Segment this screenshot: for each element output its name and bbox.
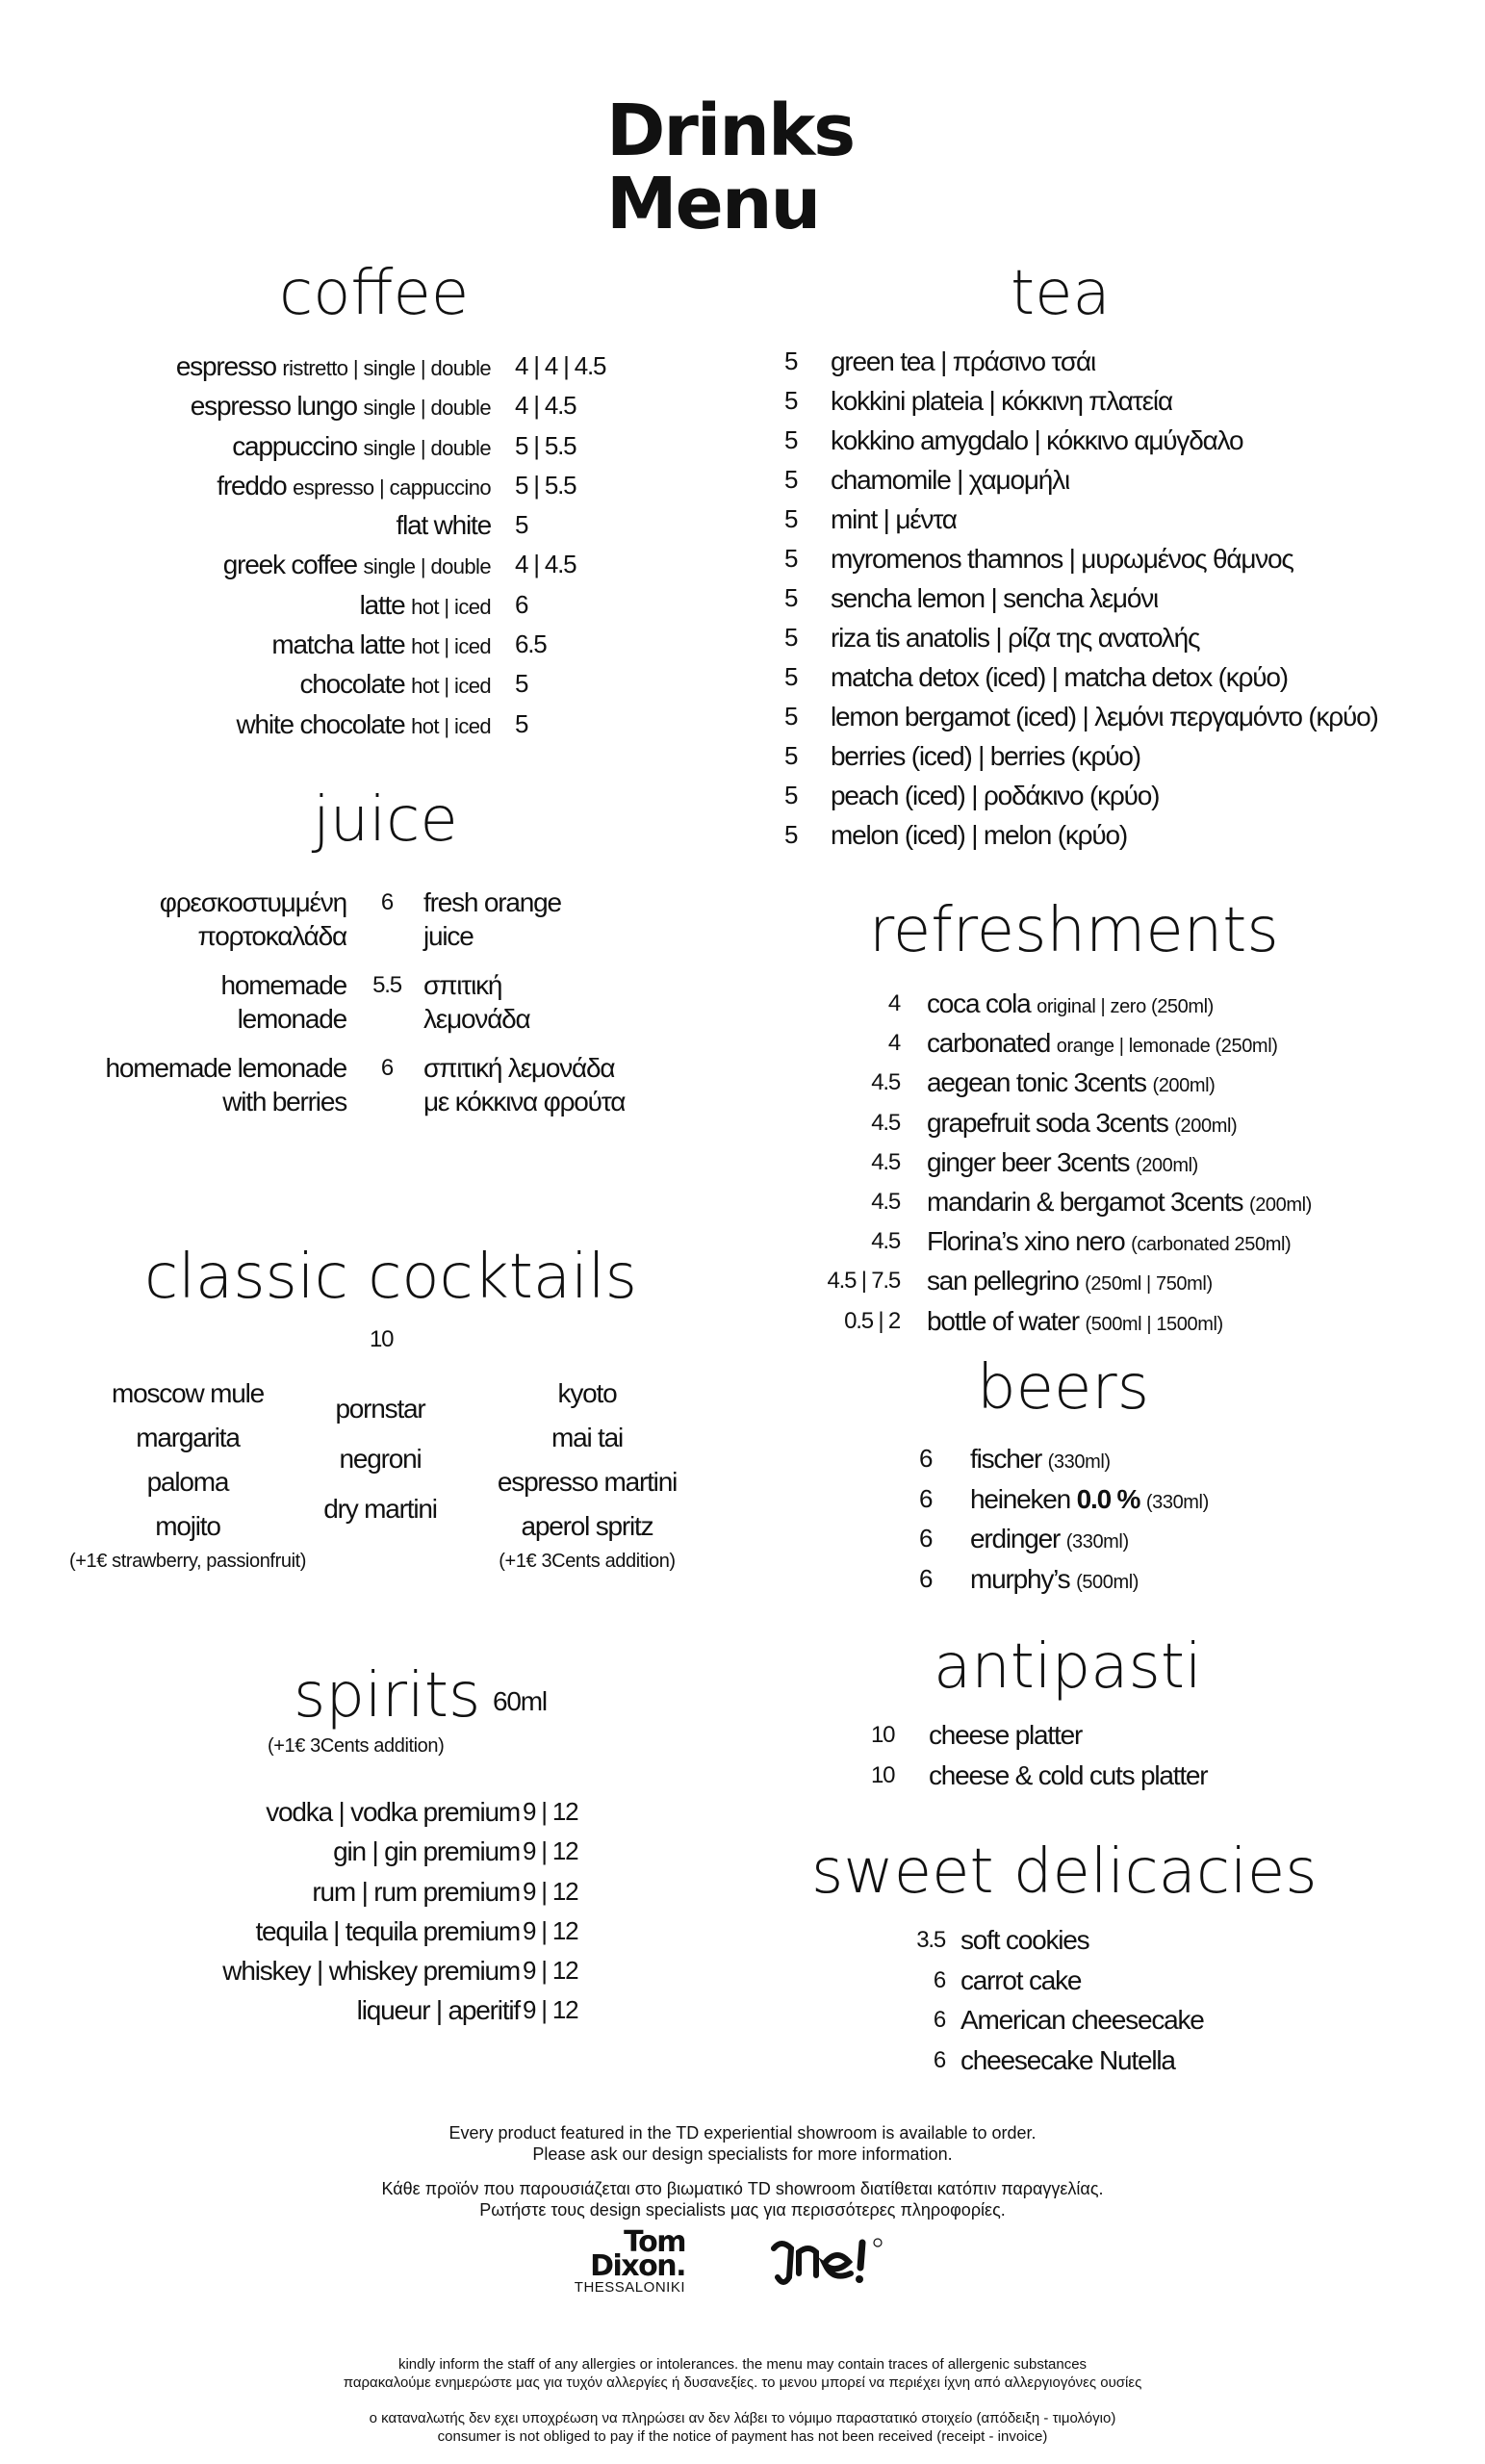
refreshment-item-name: coca cola — [927, 988, 1031, 1018]
beer-item — [919, 1439, 1400, 1479]
coffee-item-label — [176, 346, 491, 388]
juice-item — [38, 968, 712, 1051]
refreshment-item-name: ginger beer 3cents — [927, 1146, 1130, 1177]
juice-item-name-right: fresh orange juice — [423, 887, 561, 951]
tea-item-name: berries (iced) | berries (κρύο) — [831, 741, 1140, 771]
tea-item-price: 5 — [784, 662, 798, 691]
notice-gr-2: Ρωτήστε τους design specialists μας για περισσότερες πληροφορίες. — [479, 2200, 1006, 2220]
spirit-item — [38, 1990, 664, 2030]
tea-item — [775, 460, 1468, 500]
spirit-item-price: 9 | 12 — [523, 1836, 578, 1866]
cocktail-item: margarita — [136, 1423, 240, 1452]
refreshment-item — [770, 1023, 1463, 1063]
cocktails-heading: classic cocktails — [144, 1242, 637, 1313]
coffee-item-name: flat white — [396, 510, 491, 541]
tea-item — [775, 697, 1468, 736]
refreshment-item-price: 4.5 — [871, 1109, 900, 1136]
refreshment-item-name: aegean tonic 3cents — [927, 1067, 1146, 1098]
refreshment-item-name: bottle of water — [927, 1305, 1079, 1336]
juice-item-name-right: σπιτική λεμονάδα — [423, 970, 530, 1034]
title-line-2: Menu — [606, 163, 820, 245]
ane-logo — [770, 2235, 905, 2294]
refreshment-item-size: (500ml | 1500ml) — [1085, 1313, 1223, 1335]
spirits-size: 60ml — [493, 1686, 547, 1716]
tea-item-price: 5 — [784, 623, 798, 652]
cocktail-item: aperol spritz — [521, 1511, 653, 1541]
sweet-item — [895, 1961, 1472, 2001]
cocktails-col-3 — [462, 1372, 712, 1573]
antipasti-item-price: 10 — [871, 1761, 895, 1788]
coffee-item — [38, 346, 664, 386]
tea-item-price: 5 — [784, 781, 798, 809]
cocktail-item: mai tai — [550, 1423, 624, 1452]
refreshment-item-price: 4.5 | 7.5 — [827, 1268, 900, 1295]
tea-item-name: riza tis anatolis | ρίζα της ανατολής — [831, 623, 1200, 653]
coffee-item — [38, 426, 664, 466]
antipasti-item-name: cheese & cold cuts platter — [929, 1759, 1208, 1790]
spirit-item-name: rum | rum premium — [312, 1876, 520, 1907]
spirit-item-price: 9 | 12 — [523, 1915, 578, 1945]
coffee-item-name: latte — [359, 589, 405, 620]
sweet-item-price: 6 — [933, 2046, 945, 2073]
coffee-item-label — [360, 585, 491, 627]
refreshment-item-label — [927, 1301, 1223, 1345]
refreshment-item — [770, 1301, 1463, 1341]
coffee-item — [38, 545, 664, 584]
refreshment-item-name: Florina’s xino nero — [927, 1226, 1125, 1257]
juice-item-price: 5.5 — [372, 972, 401, 998]
tea-item-name: kokkino amygdalo | κόκκινο αμύγδαλο — [831, 425, 1243, 455]
cocktail-item: negroni — [339, 1444, 422, 1474]
tea-item — [775, 776, 1468, 815]
antipasti-item — [871, 1715, 1448, 1756]
tea-item — [775, 736, 1468, 776]
refreshment-item-label — [927, 1103, 1237, 1146]
beers-list — [919, 1439, 1400, 1599]
beer-item-name: erdinger — [970, 1524, 1061, 1553]
tea-item — [775, 657, 1468, 697]
sweet-item-name: soft cookies — [960, 1925, 1089, 1955]
tea-item — [775, 500, 1468, 539]
tea-item — [775, 381, 1468, 421]
tea-item-price: 5 — [784, 583, 798, 612]
beer-item-size: (330ml) — [1047, 1451, 1111, 1473]
spirit-item-price: 9 | 12 — [523, 1956, 578, 1986]
coffee-item-label — [299, 664, 491, 706]
juice-item-name-left: homemade lemonade with berries — [105, 1053, 346, 1116]
refreshment-item-size: (carbonated 250ml) — [1131, 1234, 1292, 1256]
coffee-item-options: single | double — [363, 554, 491, 579]
coffee-item — [38, 664, 664, 704]
sweet-item — [895, 2000, 1472, 2040]
refreshments-list — [770, 984, 1463, 1341]
cocktail-item: mojito — [155, 1511, 220, 1541]
tea-item-name: myromenos thamnos | μυρωμένος θάμνος — [831, 544, 1293, 574]
coffee-item-price: 5 — [515, 669, 528, 699]
beer-item-name: fischer — [970, 1444, 1042, 1474]
refreshment-item-price: 4.5 — [871, 1188, 900, 1215]
refreshment-item — [770, 1103, 1463, 1142]
refreshment-item — [770, 1261, 1463, 1300]
coffee-item-price: 5 — [515, 510, 528, 540]
tea-item-price: 5 — [784, 702, 798, 731]
coffee-item-price: 6 — [515, 589, 528, 619]
coffee-item-name: white chocolate — [236, 708, 405, 739]
tea-item-name: kokkini plateia | κόκκινη πλατεία — [831, 386, 1172, 416]
coffee-item-name: cappuccino — [232, 430, 357, 461]
beer-item-name: murphy’s — [970, 1563, 1070, 1594]
refreshment-item-label — [927, 1142, 1198, 1186]
tea-item-name: sencha lemon | sencha λεμόνι — [831, 583, 1159, 613]
cocktail-item: pornstar — [335, 1394, 425, 1424]
tea-item-price: 5 — [784, 386, 798, 415]
coffee-item-options: hot | iced — [411, 674, 491, 699]
refreshment-item-size: (200ml) — [1152, 1075, 1216, 1097]
tea-item-price: 5 — [784, 465, 798, 494]
antipasti-item-name: cheese platter — [929, 1720, 1083, 1750]
coffee-item-options: single | double — [363, 435, 491, 460]
sweet-item — [895, 1920, 1472, 1961]
coffee-item-name: greek coffee — [222, 550, 357, 580]
coffee-item-options: ristretto | single | double — [282, 356, 491, 380]
logo-dixon: Dixon. — [590, 2248, 685, 2283]
coffee-item-options: espresso | cappuccino — [293, 475, 491, 500]
cocktail-item: espresso martini — [497, 1467, 678, 1497]
juice-item — [38, 1051, 712, 1134]
cocktail-item: kyoto — [557, 1378, 617, 1408]
footer-legal — [0, 2355, 1485, 2446]
tea-item-name: peach (iced) | ροδάκινο (κρύο) — [831, 781, 1160, 810]
coffee-heading: coffee — [279, 258, 470, 329]
spirit-item-name: whiskey | whiskey premium — [222, 1956, 520, 1987]
beer-item-label — [970, 1479, 1209, 1524]
title-line-1: Drinks — [606, 90, 855, 172]
refreshment-item-label — [927, 1023, 1278, 1066]
coffee-item — [38, 386, 664, 425]
tea-item — [775, 815, 1468, 855]
tea-item-name: mint | μέντα — [831, 504, 957, 534]
beers-heading: beers — [977, 1352, 1150, 1424]
spirit-item-price: 9 | 12 — [523, 1797, 578, 1826]
beer-item-label — [970, 1519, 1129, 1563]
coffee-item — [38, 705, 664, 744]
coffee-item-label — [191, 386, 491, 427]
spirits-list — [38, 1792, 664, 2031]
antipasti-list — [871, 1715, 1448, 1795]
footer-notice — [0, 2122, 1485, 2220]
beer-item-price: 6 — [919, 1563, 933, 1593]
legal-en: consumer is not obliged to pay if the notice of payment has not been received (receipt - invoice) — [437, 2428, 1048, 2445]
coffee-item-price: 4 | 4 | 4.5 — [515, 351, 606, 380]
notice-en-1: Every product featured in the TD experiential showroom is available to order. — [448, 2123, 1037, 2143]
tea-item-price: 5 — [784, 504, 798, 533]
coffee-item-price: 5 — [515, 708, 528, 738]
tea-item-name: green tea | πράσινο τσάι — [831, 346, 1095, 376]
cocktail-item: moscow mule — [112, 1378, 264, 1408]
refreshment-item-label — [927, 1221, 1291, 1265]
coffee-item-options: hot | iced — [411, 594, 491, 619]
refreshment-item-size: (200ml) — [1135, 1154, 1198, 1176]
notice-en-2: Please ask our design specialists for more information. — [532, 2144, 953, 2164]
coffee-item-name: espresso — [175, 351, 276, 381]
beer-item — [919, 1479, 1400, 1520]
tea-item — [775, 342, 1468, 381]
coffee-item-label — [271, 625, 491, 666]
coffee-item-label — [237, 705, 492, 746]
sweet-item-name: cheesecake Nutella — [960, 2044, 1175, 2075]
beer-item-size: (330ml) — [1065, 1531, 1129, 1553]
tea-item-price: 5 — [784, 741, 798, 770]
refreshment-item-name: carbonated — [927, 1028, 1051, 1059]
sweet-item-name: American cheesecake — [960, 2005, 1204, 2035]
refreshment-item-label — [927, 1261, 1213, 1304]
coffee-item-options: hot | iced — [411, 634, 491, 659]
coffee-item — [38, 505, 664, 545]
cocktails-col-1-note: (+1€ strawberry, passionfruit) — [68, 1551, 307, 1572]
spirit-item — [38, 1832, 664, 1871]
beer-item-size: (330ml) — [1145, 1491, 1209, 1513]
refreshment-item-name: san pellegrino — [927, 1266, 1079, 1296]
coffee-item-label — [232, 426, 491, 468]
juice-item-name-right: σπιτική λεμονάδα με κόκκινα φρούτα — [423, 1053, 626, 1116]
coffee-item-price: 4 | 4.5 — [515, 550, 576, 579]
beer-item-label — [970, 1439, 1111, 1483]
coffee-item-label — [223, 545, 491, 586]
spirit-item-price: 9 | 12 — [523, 1876, 578, 1906]
tea-item — [775, 578, 1468, 618]
sweet-item-price: 6 — [933, 1966, 945, 1993]
legal-gr: ο καταναλωτής δεν εχει υποχρέωση να πληρώσει αν δεν λάβει το νόμιμο παραστατικό στοιχείο (απόδειξη - τιμολόγιο) — [369, 2410, 1116, 2426]
coffee-item — [38, 585, 664, 625]
refreshment-item — [770, 984, 1463, 1023]
tea-item — [775, 539, 1468, 578]
spirit-item-name: gin | gin premium — [333, 1836, 520, 1867]
cocktail-item: dry martini — [323, 1494, 437, 1524]
refreshment-item-size: orange | lemonade (250ml) — [1056, 1036, 1278, 1058]
antipasti-heading: antipasti — [934, 1631, 1202, 1703]
refreshment-item — [770, 1063, 1463, 1102]
refreshment-item-price: 4 — [887, 1030, 900, 1057]
tea-item-price: 5 — [784, 820, 798, 849]
refreshments-heading: refreshments — [869, 895, 1279, 966]
refreshment-item-label — [927, 1063, 1215, 1106]
spirit-item — [38, 1912, 664, 1951]
coffee-item-options: hot | iced — [411, 713, 491, 738]
spirit-item-name: tequila | tequila premium — [255, 1915, 520, 1946]
tea-item-name: matcha detox (iced) | matcha detox (κρύο) — [831, 662, 1288, 692]
beer-item-label — [970, 1559, 1139, 1604]
coffee-item-name: chocolate — [299, 669, 405, 700]
menu-title — [606, 90, 1485, 245]
spirit-item-name: vodka | vodka premium — [266, 1797, 520, 1827]
coffee-item-price: 5 | 5.5 — [515, 470, 576, 500]
ane-logo-mark — [770, 2235, 895, 2289]
cocktails-price: 10 — [370, 1326, 394, 1352]
antipasti-item — [871, 1756, 1448, 1796]
tea-item-name: lemon bergamot (iced) | λεμόνι περγαμόντο (κρύο) — [831, 702, 1378, 732]
sweet-item-price: 6 — [933, 2007, 945, 2033]
coffee-item-name: freddo — [217, 470, 287, 500]
coffee-item-options: single | double — [363, 396, 491, 421]
refreshment-item-price: 4.5 — [871, 1148, 900, 1175]
beer-item-price: 6 — [919, 1444, 933, 1473]
allergy-en: kindly inform the staff of any allergies or intolerances. the menu may contain traces of allergenic substances — [397, 2356, 1088, 2373]
beer-item-price: 6 — [919, 1483, 933, 1513]
coffee-item-name: espresso lungo — [190, 391, 357, 422]
refreshment-item-price: 4.5 — [871, 1069, 900, 1096]
juice-list — [38, 886, 712, 1134]
logo-thessaloniki: THESSALONIKI — [574, 2279, 685, 2297]
coffee-item-label — [397, 505, 492, 545]
tea-item-price: 5 — [784, 544, 798, 573]
refreshment-item-price: 0.5 | 2 — [844, 1307, 900, 1334]
cocktail-item: paloma — [146, 1467, 229, 1497]
spirits-heading: spirits — [294, 1660, 481, 1732]
refreshment-item-size: original | zero (250ml) — [1037, 996, 1214, 1017]
tea-list — [775, 342, 1468, 855]
notice-gr-1: Κάθε προϊόν που παρουσιάζεται στο βιωματικό TD showroom διατίθεται κατόπιν παραγγελίας. — [381, 2179, 1104, 2198]
allergy-gr: παρακαλούμε ενημερώστε μας για τυχόν αλλεργίες ή δυσανεξίες. το μενου μπορεί να περιέχει ίχνη από αλλεργιογόνες ουσίες — [343, 2374, 1142, 2391]
juice-item-price: 6 — [380, 889, 394, 915]
coffee-item — [38, 466, 664, 505]
beer-item-price: 6 — [919, 1524, 933, 1553]
tea-item-price: 5 — [784, 346, 798, 375]
refreshment-item-size: (200ml) — [1174, 1115, 1238, 1137]
sweets-list — [895, 1920, 1472, 2080]
cocktails-col-2 — [308, 1384, 452, 1534]
beer-item-size: (500ml) — [1076, 1571, 1139, 1593]
antipasti-item-price: 10 — [871, 1722, 895, 1748]
refreshment-item-price: 4 — [887, 990, 900, 1016]
tea-heading: tea — [1011, 258, 1111, 329]
beer-item — [919, 1519, 1400, 1559]
tea-item — [775, 618, 1468, 657]
refreshment-item-size: (250ml | 750ml) — [1085, 1273, 1213, 1296]
spirit-item-price: 9 | 12 — [523, 1995, 578, 2025]
sweet-item — [895, 2040, 1472, 2081]
coffee-item-price: 5 | 5.5 — [515, 430, 576, 460]
juice-item — [38, 886, 712, 968]
sweet-item-name: carrot cake — [960, 1964, 1082, 1995]
refreshment-item-name: mandarin & bergamot 3cents — [927, 1186, 1243, 1217]
coffee-item-name: matcha latte — [271, 629, 405, 660]
beer-item-name: heineken — [970, 1483, 1071, 1514]
spirit-item — [38, 1872, 664, 1912]
coffee-item-price: 4 | 4.5 — [515, 391, 576, 421]
refreshment-item-label — [927, 1182, 1312, 1225]
coffee-item-label — [217, 466, 491, 507]
cocktails-col-1 — [48, 1372, 327, 1573]
juice-item-price: 6 — [380, 1055, 394, 1081]
sweet-item-price: 3.5 — [916, 1927, 945, 1953]
refreshment-item — [770, 1182, 1463, 1221]
sweets-heading: sweet delicacies — [811, 1836, 1318, 1908]
refreshment-item — [770, 1221, 1463, 1261]
juice-item-name-left: homemade lemonade — [220, 970, 346, 1034]
coffee-item — [38, 625, 664, 664]
refreshment-item-price: 4.5 — [871, 1228, 900, 1255]
tom-dixon-logo — [560, 2225, 685, 2297]
coffee-item-price: 6.5 — [515, 629, 547, 659]
juice-heading: juice — [313, 784, 458, 856]
coffee-list — [38, 346, 664, 744]
beer-item-highlight: 0.0 % — [1076, 1483, 1140, 1514]
refreshment-item-size: (200ml) — [1248, 1194, 1312, 1216]
logo-tom: Tom — [624, 2225, 685, 2259]
spirit-item — [38, 1951, 664, 1990]
tea-item-price: 5 — [784, 425, 798, 454]
cocktails-col-3-note: (+1€ 3Cents addition) — [499, 1551, 676, 1572]
tea-item-name: melon (iced) | melon (κρύο) — [831, 820, 1127, 850]
spirit-item — [38, 1792, 664, 1832]
beer-item — [919, 1559, 1400, 1600]
spirit-item-name: liqueur | aperitif — [356, 1995, 520, 2026]
tea-item — [775, 421, 1468, 460]
refreshment-item-name: grapefruit soda 3cents — [927, 1107, 1168, 1138]
refreshment-item — [770, 1142, 1463, 1182]
refreshment-item-label — [927, 984, 1214, 1027]
spirits-note: (+1€ 3Cents addition) — [268, 1735, 445, 1757]
tea-item-name: chamomile | χαμομήλι — [831, 465, 1069, 495]
juice-item-name-left: φρεσκοστυμμένη πορτοκαλάδα — [159, 887, 346, 951]
